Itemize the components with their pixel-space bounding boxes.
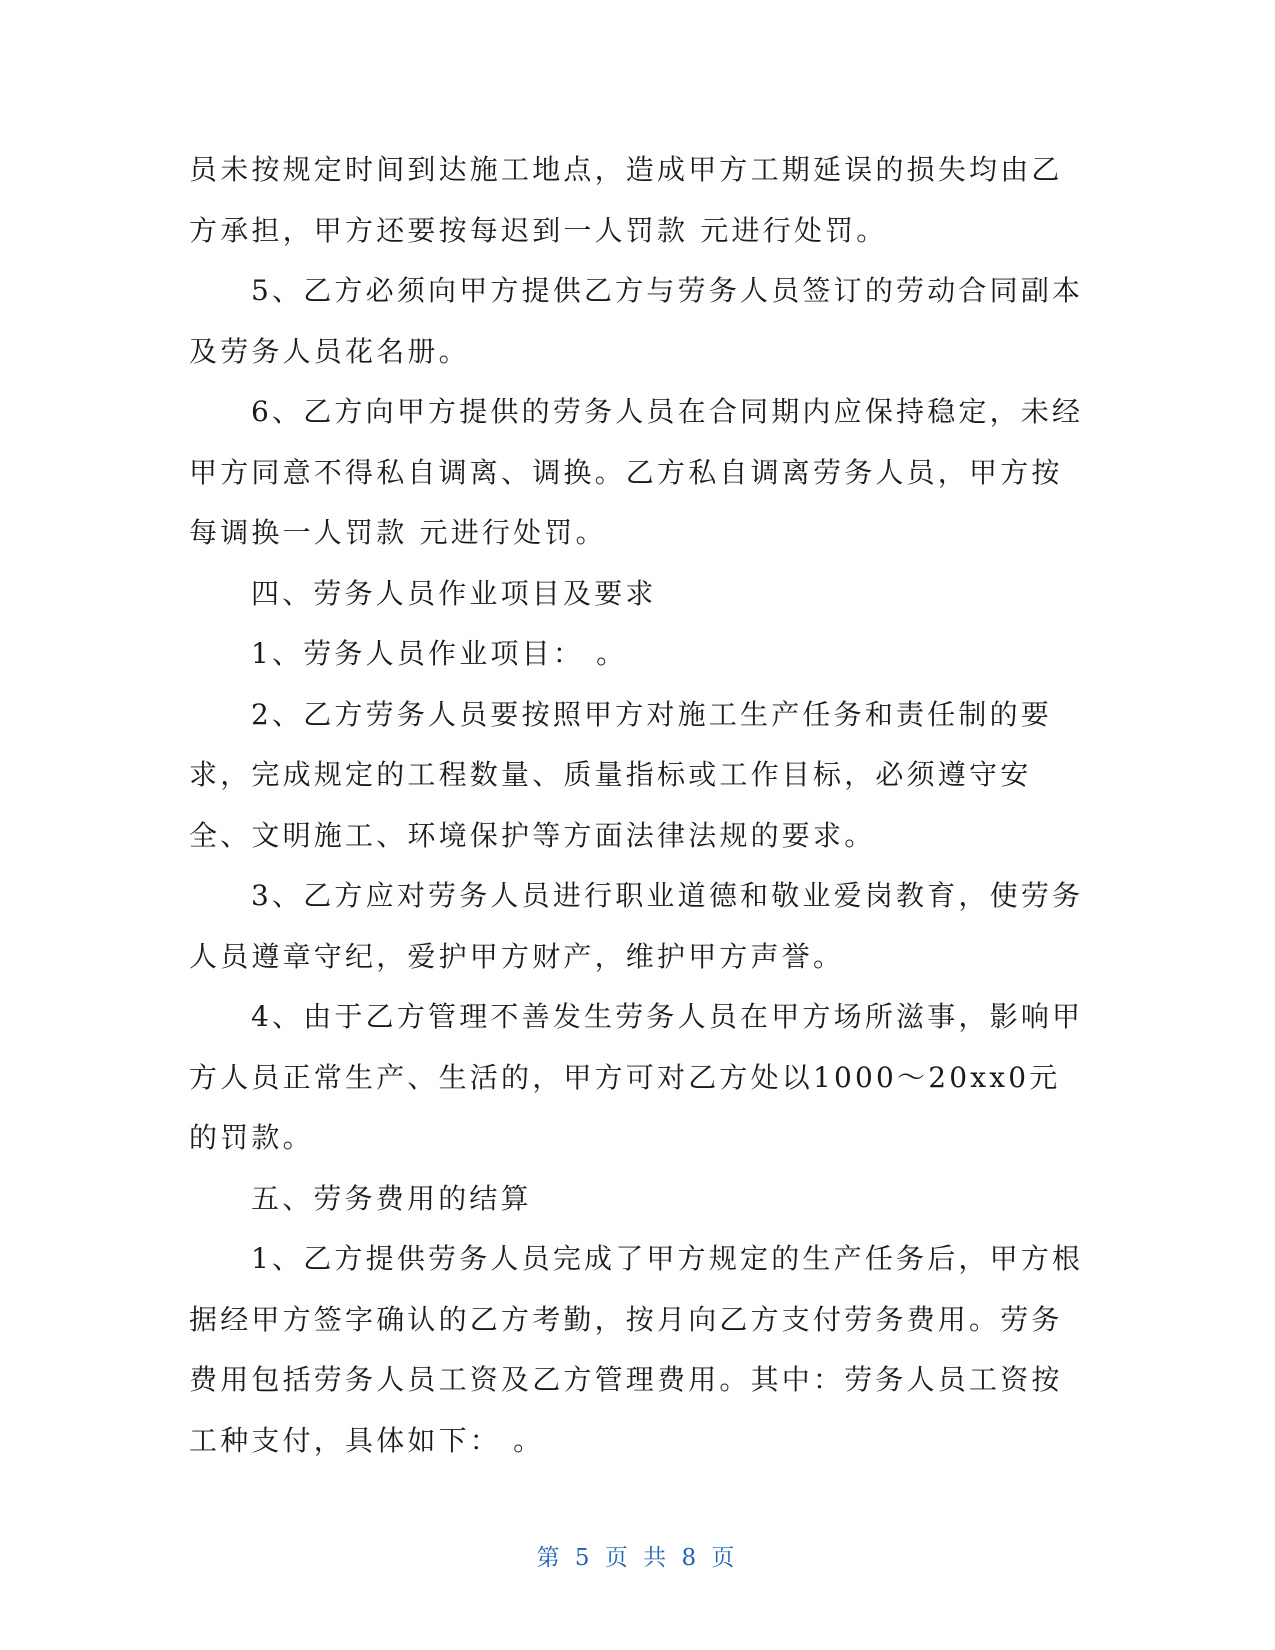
paragraph-continuation: 员未按规定时间到达施工地点，造成甲方工期延误的损失均由乙方承担，甲方还要按每迟到一人罚款 元进行处罚。 [189,153,1063,247]
section-heading-5: 五、劳务费用的结算 [251,1181,532,1215]
paragraph-section4-item-3: 3、乙方应对劳务人员进行职业道德和敬业爱岗教育，使劳务人员遵章守纪，爱护甲方财产，维护甲方声誉。 [189,879,1084,973]
paragraph-section4-item-2: 2、乙方劳务人员要按照甲方对施工生产任务和责任制的要求，完成规定的工程数量、质量指标或工作目标，必须遵守安全、文明施工、环境保护等方面法律法规的要求。 [189,697,1053,852]
paragraph-section5-item-1: 1、乙方提供劳务人员完成了甲方规定的生产任务后，甲方根据经甲方签字确认的乙方考勤，按月向乙方支付劳务费用。劳务费用包括劳务人员工资及乙方管理费用。其中：劳务人员工资按工种支付，具体如下： 。 [189,1242,1084,1457]
document-body [189,140,1089,1471]
paragraph-clause-5: 5、乙方必须向甲方提供乙方与劳务人员签订的劳动合同副本及劳务人员花名册。 [189,274,1084,368]
paragraph-section4-item-4: 4、由于乙方管理不善发生劳务人员在甲方场所滋事，影响甲方人员正常生产、生活的，甲方可对乙方处以1000～20xx0元的罚款。 [189,1000,1084,1154]
page-number-footer: 第 5 页 共 8 页 [536,1545,739,1571]
paragraph-section4-item-1: 1、劳务人员作业项目： 。 [251,637,628,670]
section-heading-4: 四、劳务人员作业项目及要求 [251,576,657,610]
paragraph-clause-6: 6、乙方向甲方提供的劳务人员在合同期内应保持稳定，未经甲方同意不得私自调离、调换。乙方私自调离劳务人员，甲方按每调换一人罚款 元进行处罚。 [189,395,1084,549]
